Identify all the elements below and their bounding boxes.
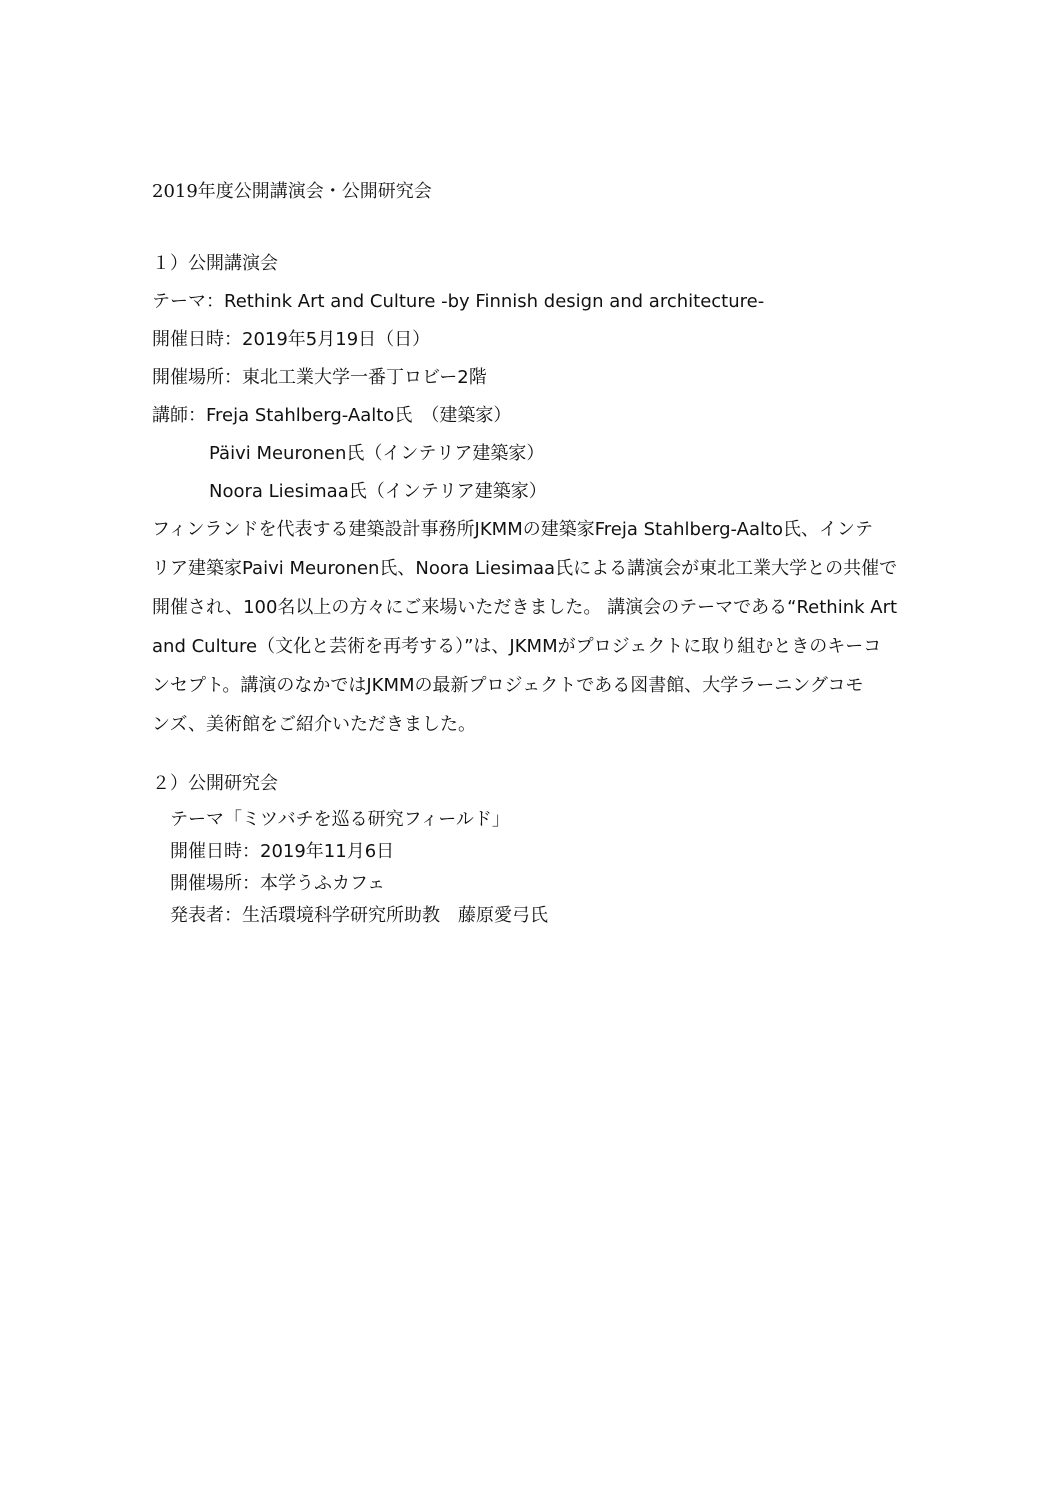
lecture-speaker-2: Päivi Meuronen氏（インテリア建築家） bbox=[209, 443, 545, 464]
lecture-body-line: 開催され、100名以上の方々にご来場いただきました。 講演会のテーマである“Rethink Art bbox=[152, 597, 898, 618]
lecture-body-line: ンセプト。講演のなかではJKMMの最新プロジェクトである図書館、大学ラーニングコモ bbox=[152, 675, 864, 696]
lecture-body-line: リア建築家Paivi Meuronen氏、Noora Liesimaa氏による講演会が東北工業大学との共催で bbox=[152, 558, 898, 579]
research-venue: 開催場所：本学うふカフェ bbox=[170, 873, 386, 894]
research-presenter: 発表者：生活環境科学研究所助教 藤原愛弓氏 bbox=[170, 905, 548, 926]
lecture-heading: １）公開講演会 bbox=[152, 253, 278, 274]
lecture-body-line: フィンランドを代表する建築設計事務所JKMMの建築家Freja Stahlberg-Aalto氏、インテ bbox=[152, 519, 874, 540]
research-heading: ２）公開研究会 bbox=[152, 773, 278, 794]
lecture-body-line: and Culture（文化と芸術を再考する）”は、JKMMがプロジェクトに取り組むときのキーコ bbox=[152, 636, 882, 657]
lecture-theme: テーマ：Rethink Art and Culture -by Finnish design and architecture- bbox=[152, 291, 765, 312]
document-title: 2019年度公開講演会・公開研究会 bbox=[152, 181, 432, 202]
lecture-body-line: ンズ、美術館をご紹介いただきました。 bbox=[152, 714, 476, 735]
lecture-venue: 開催場所：東北工業大学一番丁ロビー2階 bbox=[152, 367, 487, 388]
research-theme: テーマ「ミツバチを巡る研究フィールド」 bbox=[170, 809, 510, 830]
lecture-date: 開催日時：2019年5月19日（日） bbox=[152, 329, 431, 350]
research-date: 開催日時：2019年11月6日 bbox=[170, 841, 395, 862]
lecture-speaker-1: 講師：Freja Stahlberg-Aalto氏 （建築家） bbox=[152, 405, 512, 426]
lecture-speaker-3: Noora Liesimaa氏（インテリア建築家） bbox=[209, 481, 547, 502]
